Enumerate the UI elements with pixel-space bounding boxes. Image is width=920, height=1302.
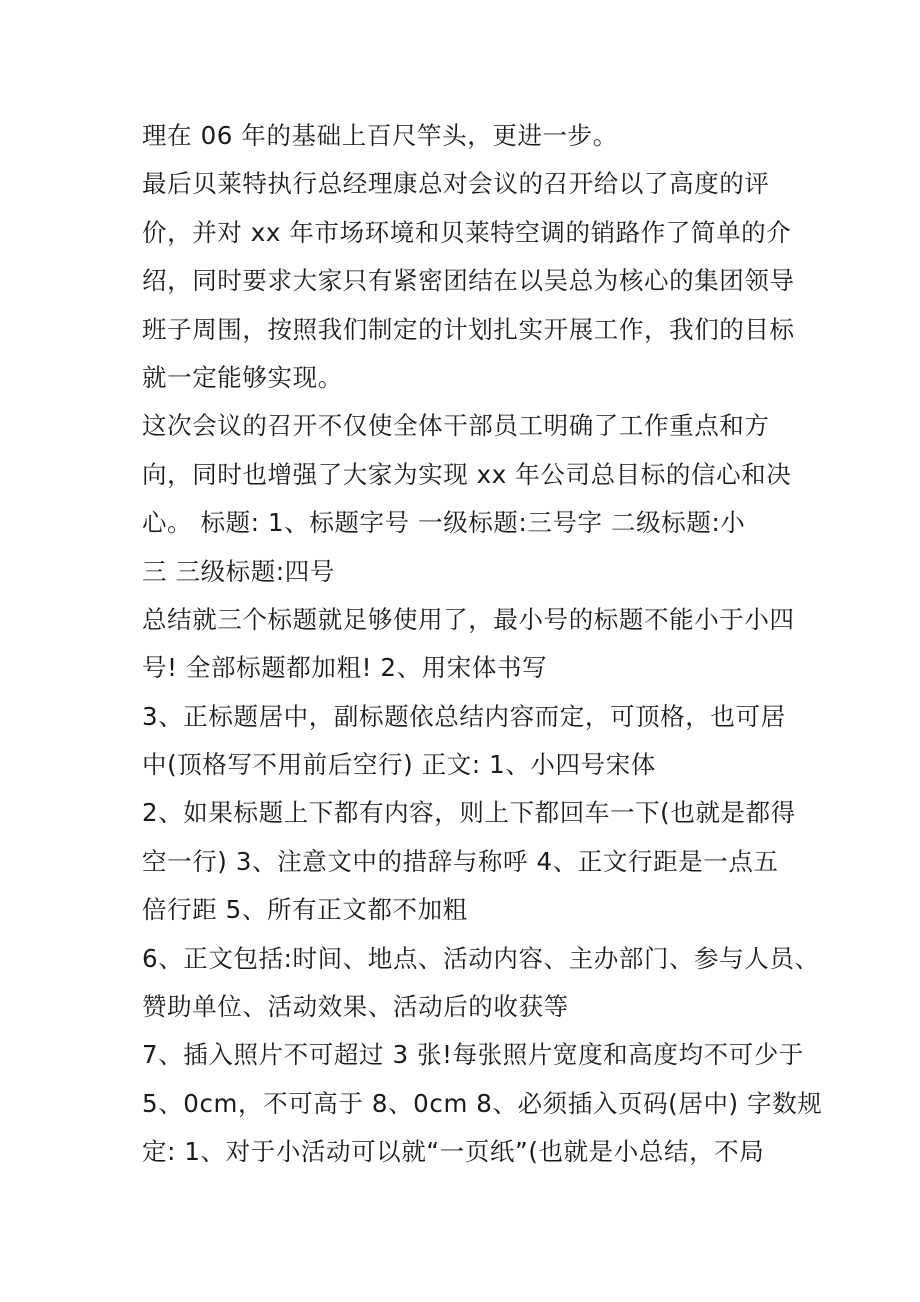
text-line-8: 向，同时也增强了大家为实现 xx 年公司总目标的信心和决 bbox=[142, 459, 792, 489]
text-line-14: 中(顶格写不用前后空行) 正文: 1、小四号宋体 bbox=[142, 750, 656, 780]
text-line-17: 倍行距 5、所有正文都不加粗 bbox=[142, 895, 468, 925]
text-line-20: 7、插入照片不可超过 3 张!每张照片宽度和高度均不可少于 bbox=[142, 1040, 804, 1070]
text-line-22: 定: 1、对于小活动可以就“一页纸”(也就是小总结，不局 bbox=[142, 1137, 765, 1167]
text-line-13: 3、正标题居中，副标题依总结内容而定，可顶格，也可居 bbox=[142, 701, 786, 731]
text-line-15: 2、如果标题上下都有内容，则上下都回车一下(也就是都得 bbox=[142, 798, 796, 828]
text-line-16: 空一行) 3、注意文中的措辞与称呼 4、正文行距是一点五 bbox=[142, 846, 779, 876]
document-body bbox=[142, 112, 823, 1177]
text-line-12: 号! 全部标题都加粗! 2、用宋体书写 bbox=[142, 653, 548, 683]
text-line-7: 这次会议的召开不仅使全体干部员工明确了工作重点和方 bbox=[142, 411, 770, 441]
text-line-19: 赞助单位、活动效果、活动后的收获等 bbox=[142, 992, 569, 1022]
text-line-10: 三 三级标题:四号 bbox=[142, 556, 335, 586]
text-line-5: 班子周围，按照我们制定的计划扎实开展工作，我们的目标 bbox=[142, 314, 795, 344]
text-line-4: 绍，同时要求大家只有紧密团结在以吴总为核心的集团领导 bbox=[142, 266, 795, 296]
text-line-3: 价，并对 xx 年市场环境和贝莱特空调的销路作了简单的介 bbox=[142, 217, 792, 247]
text-line-6: 就一定能够实现。 bbox=[142, 362, 343, 392]
text-line-9: 心。 标题: 1、标题字号 一级标题:三号字 二级标题:小 bbox=[142, 508, 746, 538]
text-line-1: 理在 06 年的基础上百尺竿头，更进一步。 bbox=[142, 121, 618, 150]
text-line-2: 最后贝莱特执行总经理康总对会议的召开给以了高度的评 bbox=[142, 169, 770, 199]
text-line-18: 6、正文包括:时间、地点、活动内容、主办部门、参与人员、 bbox=[142, 943, 820, 973]
text-line-11: 总结就三个标题就足够使用了，最小号的标题不能小于小四 bbox=[142, 604, 795, 634]
text-line-21: 5、0cm，不可高于 8、0cm 8、必须插入页码(居中) 字数规 bbox=[142, 1088, 823, 1118]
